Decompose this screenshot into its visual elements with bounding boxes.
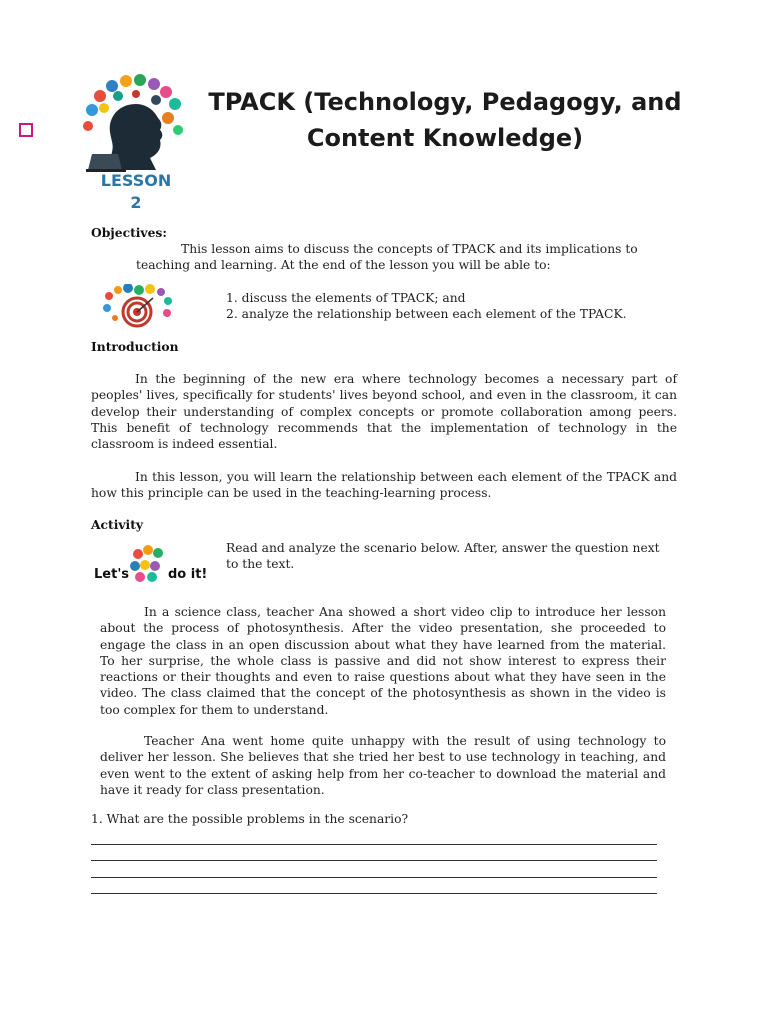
introduction-paragraph-2: In this lesson, you will learn the relationship between each element of the TPACK and how this principle can be used in the teaching-learning process.	[91, 470, 677, 501]
lesson-logo-image	[78, 74, 186, 174]
objective-item-2: 2. analyze the relationship between each element of the TPACK.	[226, 307, 627, 321]
objectives-intro-line-2: teaching and learning. At the end of the lesson you will be able to:	[136, 258, 551, 272]
objectives-intro-line-1: This lesson aims to discuss the concepts of TPACK and its implications to	[181, 242, 638, 256]
title-line-2: Content Knowledge)	[306, 124, 584, 152]
lesson-label	[88, 170, 184, 214]
badge-label-right: do it!	[168, 567, 208, 582]
page-title	[195, 84, 695, 156]
introduction-heading: Introduction	[91, 339, 179, 354]
scenario-paragraph-1: In a science class, teacher Ana showed a short video clip to introduce her lesson about the process of photosynthesis. After the video presentation, she proceeded to engage the class in an open discussion about what they have learned from the material. To her surprise, the whole class is passive and did not show interest to express their reactions or their thoughts and even to raise questions about what they have seen in the video. The class claimed that the concept of the photosynthesis as shown in the video is too complex for them to understand.	[100, 605, 666, 717]
activity-heading: Activity	[91, 517, 144, 532]
objectives-heading: Objectives:	[91, 225, 167, 240]
target-with-bubbles-icon	[103, 284, 173, 330]
lesson-word: LESSON	[100, 171, 172, 190]
question-1: 1. What are the possible problems in the scenario?	[91, 812, 409, 826]
badge-label-left: Let's	[94, 567, 130, 582]
activity-instruction: Read and analyze the scenario below. After, answer the question next to the text.	[226, 541, 660, 572]
objective-item-1: 1. discuss the elements of TPACK; and	[226, 291, 466, 305]
answer-line[interactable]	[91, 877, 657, 878]
answer-line[interactable]	[91, 844, 657, 845]
lesson-number: 2	[130, 193, 142, 212]
scenario-paragraph-2: Teacher Ana went home quite unhappy with the result of using technology to deliver her lesson. She believes that she tried her best to use technology in teaching, and even went to the extent of asking help from her co-teacher to download the material and have it ready for class presentation.	[100, 734, 666, 797]
title-line-1: TPACK (Technology, Pedagogy, and	[208, 88, 682, 116]
checkbox-icon[interactable]	[19, 123, 33, 137]
introduction-paragraph-1: In the beginning of the new era where technology becomes a necessary part of peoples' lives, specifically for students' lives beyond school, and even in the classroom, it can develop their understanding of complex concepts or promote collaboration among peers. This benefit of technology recommends that the implementation of technology in the classroom is indeed essential.	[91, 372, 677, 452]
answer-line[interactable]	[91, 860, 657, 861]
lets-do-it-badge	[90, 540, 216, 586]
answer-line[interactable]	[91, 893, 657, 894]
